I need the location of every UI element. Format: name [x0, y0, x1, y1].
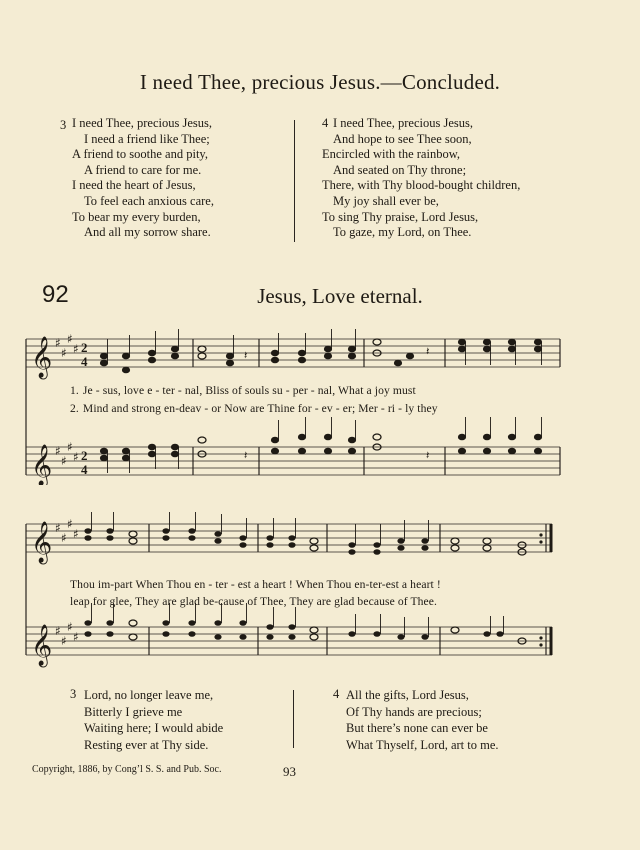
verse-4-top	[322, 116, 521, 241]
svg-text:𝄽: 𝄽	[426, 345, 430, 358]
verse-line: Resting ever at Thy side.	[84, 737, 209, 752]
lyric-line-v2-s2: leap for glee, They are glad be-cause of Thee, They are glad because of Thee.	[70, 595, 438, 608]
hymn-title: Jesus, Love eternal.	[257, 284, 423, 308]
lyric-text: Je - sus, love e - ter - nal, Bliss of souls su - per - nal, What a joy must	[82, 384, 416, 397]
hymn-number: 92	[42, 281, 69, 308]
verse-line: And all my sorrow share.	[84, 225, 211, 240]
verse-line: And seated on Thy throne;	[333, 162, 467, 177]
verse-mark: 1.	[70, 384, 79, 397]
verse-3-bottom-number: 3	[70, 687, 77, 701]
svg-text:𝄽: 𝄽	[244, 449, 248, 462]
svg-text:♯: ♯	[61, 346, 67, 360]
svg-text:2: 2	[81, 340, 88, 355]
treble-clef: 𝄞	[31, 337, 53, 378]
verse-mark: 2.	[70, 402, 79, 415]
verse-line: I need Thee, precious Jesus,	[333, 116, 474, 130]
svg-text:2: 2	[81, 448, 88, 463]
verse-divider	[293, 690, 294, 748]
notes	[100, 339, 541, 461]
svg-text:♯: ♯	[55, 521, 61, 535]
verse-line: A friend to soothe and pity,	[72, 147, 208, 162]
verse-line: A friend to care for me.	[84, 162, 202, 177]
svg-text:♯: ♯	[67, 332, 73, 346]
verse-line: What Thyself, Lord, art to me.	[346, 737, 499, 752]
verse-line: Of Thy hands are precious;	[346, 704, 482, 719]
svg-text:4: 4	[81, 462, 88, 477]
verse-line: To sing Thy praise, Lord Jesus,	[322, 209, 479, 224]
svg-text:♯: ♯	[61, 454, 67, 468]
verse-line: I need Thee, precious Jesus,	[72, 116, 213, 130]
verse-line: Bitterly I grieve me	[84, 704, 183, 719]
svg-text:♯: ♯	[73, 450, 79, 464]
lyric-line-v2-s1	[70, 402, 438, 415]
svg-text:♯: ♯	[55, 444, 61, 458]
verse-4-bottom	[346, 687, 499, 753]
svg-text:♯: ♯	[61, 634, 67, 648]
svg-text:♯: ♯	[67, 620, 73, 634]
svg-text:♯: ♯	[61, 531, 67, 545]
svg-text:♯: ♯	[73, 527, 79, 541]
svg-text:♯: ♯	[73, 630, 79, 644]
verse-line: To gaze, my Lord, on Thee.	[333, 225, 472, 240]
verse-3-number: 3	[60, 118, 67, 132]
key-signature	[55, 332, 79, 468]
verse-line: Waiting here; I would abide	[84, 721, 224, 735]
svg-text:♯: ♯	[67, 517, 73, 531]
verse-4-bottom-number: 4	[333, 687, 340, 701]
svg-text:♯: ♯	[55, 336, 61, 350]
concluded-title: I need Thee, precious Jesus.—Concluded.	[139, 70, 501, 94]
verse-line: There, with Thy blood-bought children,	[322, 178, 521, 193]
lyric-text: Mind and strong en-deav - or Now are Thine for - ev - er; Mer - ri - ly they	[82, 402, 438, 415]
treble-clef: 𝄞	[31, 445, 53, 485]
verse-line: Lord, no longer leave me,	[84, 688, 214, 702]
svg-text:♯: ♯	[73, 342, 79, 356]
verse-line: I need a friend like Thee;	[84, 131, 210, 146]
verse-3-bottom	[84, 687, 223, 753]
page-number: 93	[283, 764, 296, 779]
lyric-line-v1-s1	[70, 384, 416, 397]
verse-line: And hope to see Thee soon,	[333, 131, 472, 146]
treble-clef: 𝄞	[31, 522, 53, 563]
svg-text:♯: ♯	[67, 440, 73, 454]
svg-text:𝄽: 𝄽	[244, 349, 248, 362]
copyright-notice: Copyright, 1886, by Cong’l S. S. and Pub. Soc.	[32, 764, 222, 775]
verse-3-top	[72, 116, 214, 241]
lyric-line-v1-s2: Thou im-part When Thou en - ter - est a heart ! When Thou en-ter-est a heart !	[70, 578, 441, 591]
verse-line: My joy shall ever be,	[333, 193, 439, 208]
verse-line: But there’s none can ever be	[346, 721, 488, 735]
verse-line: All the gifts, Lord Jesus,	[346, 688, 469, 702]
svg-text:4: 4	[81, 354, 88, 369]
verse-4-number: 4	[322, 116, 329, 130]
verse-line: Encircled with the rainbow,	[322, 147, 461, 162]
verse-line: I need the heart of Jesus,	[72, 178, 196, 193]
verse-divider	[294, 120, 295, 242]
repeat-dots	[539, 533, 542, 646]
svg-text:𝄽: 𝄽	[426, 449, 430, 462]
verse-line: To feel each anxious care,	[84, 193, 214, 208]
verse-line: To bear my every burden,	[72, 209, 201, 224]
svg-text:♯: ♯	[55, 624, 61, 638]
treble-clef: 𝄞	[31, 625, 53, 666]
